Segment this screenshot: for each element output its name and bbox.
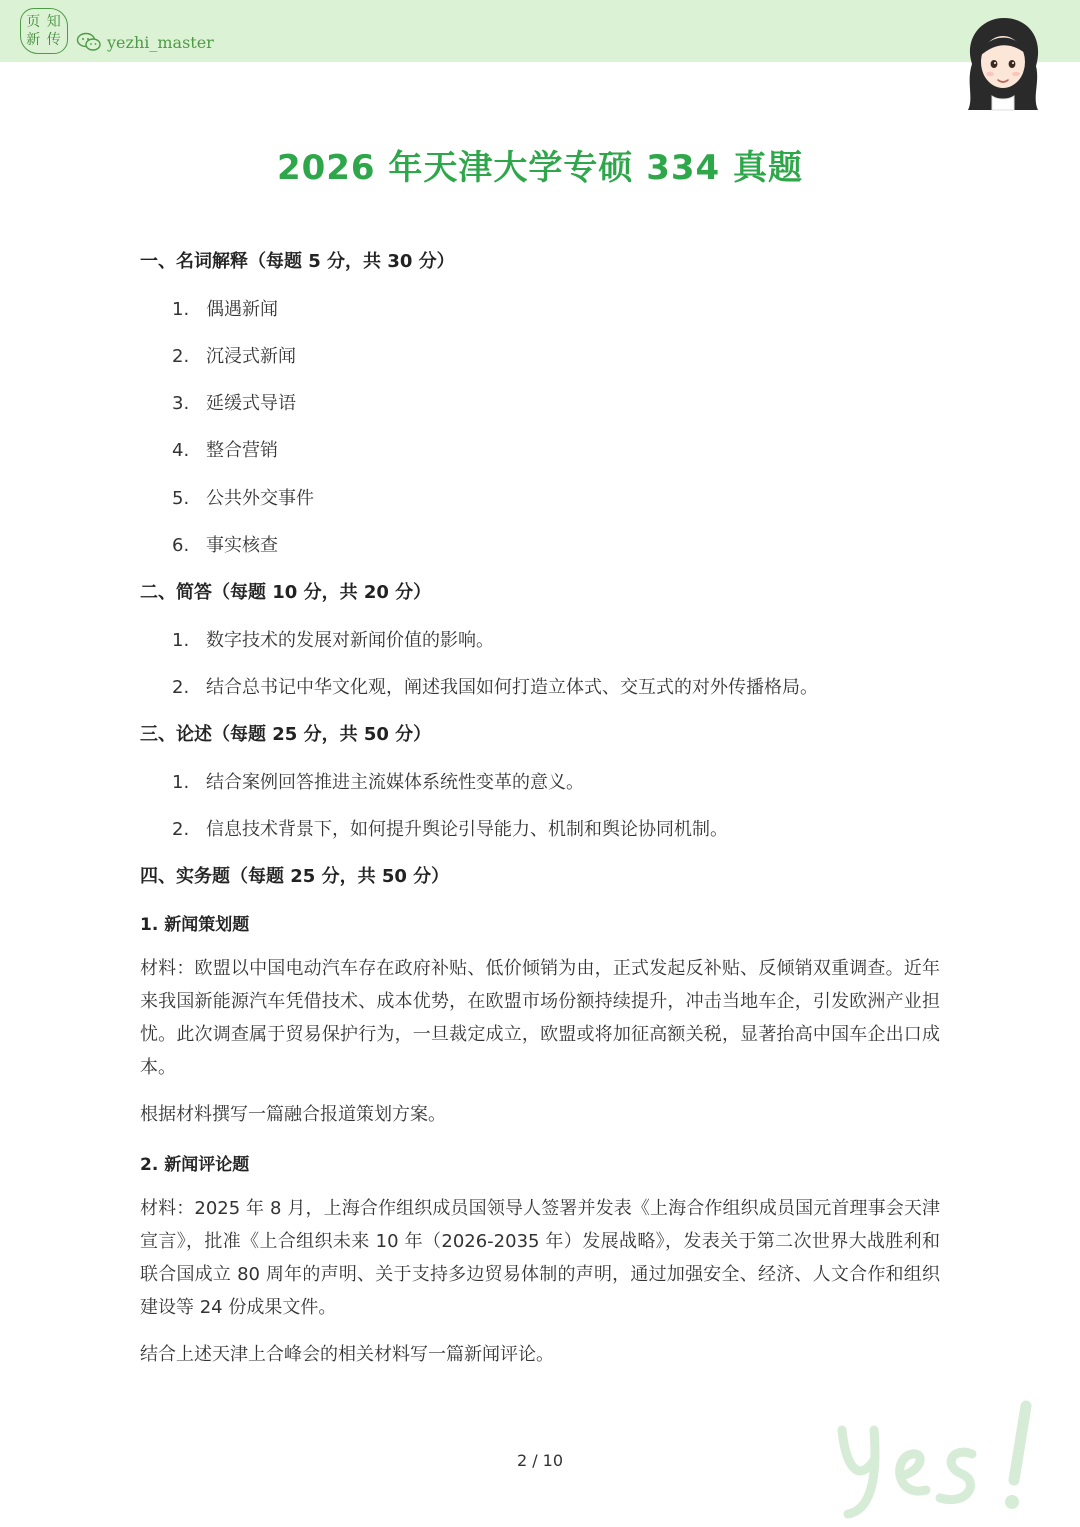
- section-heading-essay: 三、论述（每题 25 分，共 50 分）: [140, 724, 432, 745]
- section-heading-short-answer: 二、简答（每题 10 分，共 20 分）: [140, 582, 432, 603]
- material-paragraph-planning: 材料：欧盟以中国电动汽车存在政府补贴、低价倾销为由，正式发起反补贴、反倾销双重调查。近年来我国新能源汽车凭借技术、成本优势，在欧盟市场份额持续提升，冲击当地车企，引发欧洲产业担忧。此次调查属于贸易保护行为，一旦裁定成立，欧盟或将加征高额关税，显著抬高中国车企出口成本。: [140, 958, 940, 1078]
- list-item: 5. 公共外交事件: [172, 488, 314, 509]
- section-heading-terms: 一、名词解释（每题 5 分，共 30 分）: [140, 251, 455, 272]
- yes-watermark: [830, 1390, 1060, 1520]
- task-paragraph-commentary: 结合上述天津上合峰会的相关材料写一篇新闻评论。: [140, 1344, 554, 1365]
- avatar: [958, 14, 1048, 114]
- account-handle: yezhi_master: [107, 33, 214, 52]
- list-item: 2. 沉浸式新闻: [172, 346, 296, 367]
- material-paragraph-commentary: 材料：2025 年 8 月，上海合作组织成员国领导人签署并发表《上海合作组织成员国元首理事会天津宣言》，批准《上合组织未来 10 年（2026-2035 年）发展战略》，发表关于第二次世界大战胜利和联合国成立 80 周年的声明、关于支持多边贸易体制的声明，通过加强安全、经济、人文合作和组织建设等 24 份成果文件。: [140, 1198, 940, 1318]
- page-number: 2 / 10: [516, 1451, 564, 1470]
- subsection-title-planning: 1. 新闻策划题: [140, 915, 250, 935]
- list-item: 2. 结合总书记中华文化观，阐述我国如何打造立体式、交互式的对外传播格局。: [172, 677, 818, 698]
- section-heading-practice: 四、实务题（每题 25 分，共 50 分）: [140, 866, 450, 887]
- subsection-title-commentary: 2. 新闻评论题: [140, 1155, 250, 1175]
- header-band: [0, 0, 1080, 62]
- list-item: 1. 结合案例回答推进主流媒体系统性变革的意义。: [172, 772, 584, 793]
- task-paragraph-planning: 根据材料撰写一篇融合报道策划方案。: [140, 1104, 446, 1125]
- list-item: 2. 信息技术背景下，如何提升舆论引导能力、机制和舆论协同机制。: [172, 819, 728, 840]
- page-title: 2026 年天津大学专硕 334 真题: [276, 148, 804, 188]
- list-item: 4. 整合营销: [172, 440, 278, 461]
- list-item: 1. 数字技术的发展对新闻价值的影响。: [172, 630, 494, 651]
- list-item: 3. 延缓式导语: [172, 393, 296, 414]
- list-item: 1. 偶遇新闻: [172, 299, 278, 320]
- list-item: 6. 事实核查: [172, 535, 278, 556]
- wechat-icon: [76, 32, 102, 52]
- brand-logo: 页 知 新 传: [20, 8, 68, 54]
